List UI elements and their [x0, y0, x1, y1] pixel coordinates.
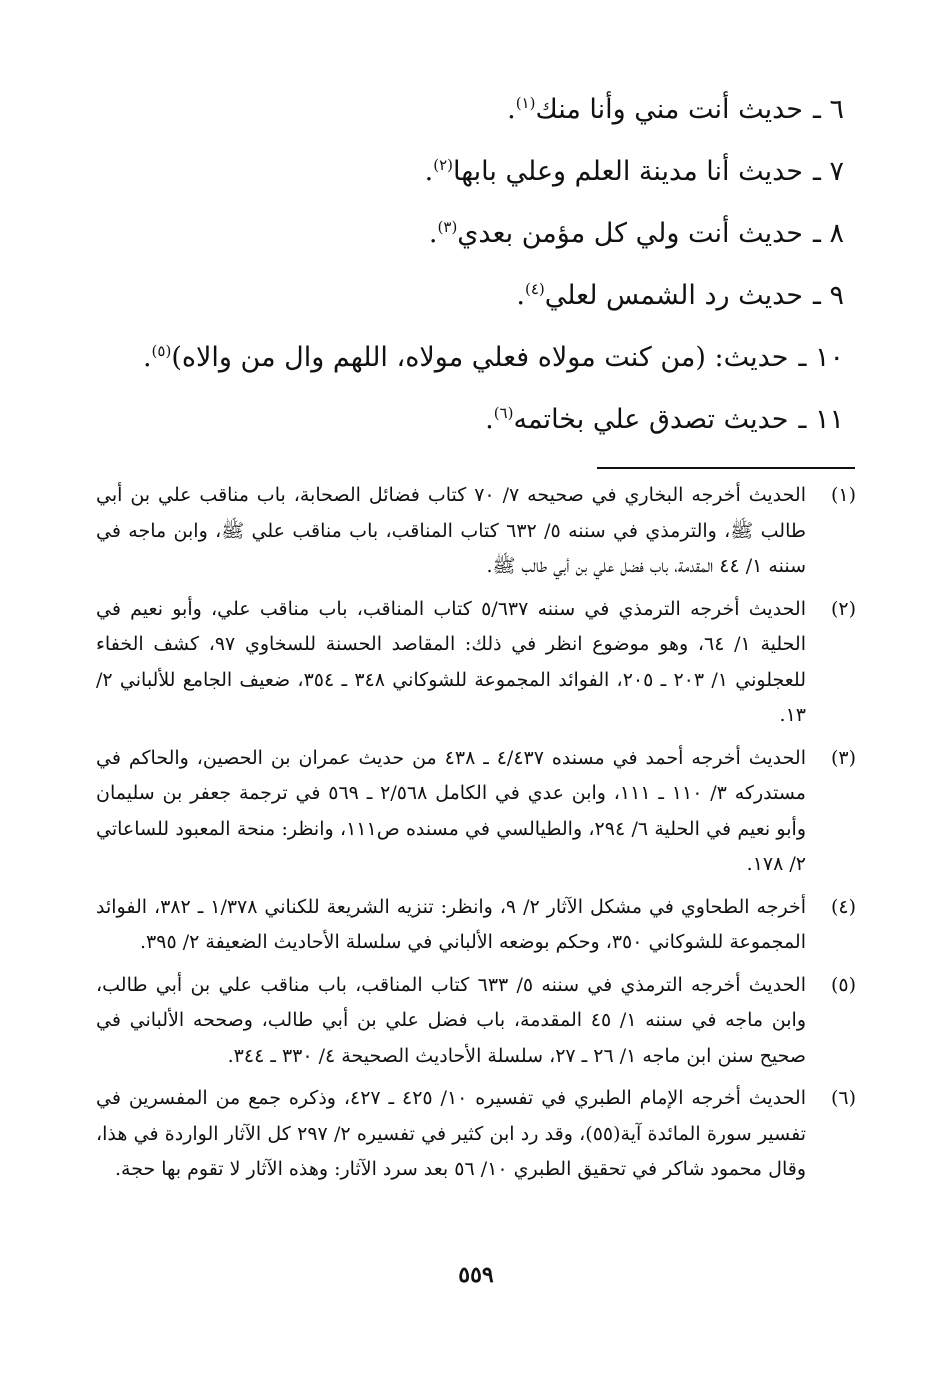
- footnote: [96, 968, 856, 1075]
- item-end: .: [516, 280, 525, 311]
- item-end: .: [142, 342, 152, 373]
- item-number: ١١ ـ: [798, 404, 844, 435]
- footnote-number: (١): [830, 484, 856, 506]
- hadith-list: [104, 85, 844, 457]
- footnote-text: الحديث أخرجه الإمام الطبري في تفسيره ١٠/ ٤٢٥ ـ ٤٢٧، وذكره جمع من المفسرين في تفسير سورة المائدة آية(٥٥)، وقد رد ابن كثير في تفسيره ٢/ ٢٩٧ كل الآثار الواردة في هذا، وقال محمود شاكر في تحقيق الطبري ١٠/ ٥٦ بعد سرد الآثار: وهذه الآثار لا تقوم بها حجة.: [96, 1087, 807, 1180]
- footnote-text: الحديث أخرجه الترمذي في سننه ٥/ ٦٣٣ كتاب المناقب، باب مناقب علي بن أبي طالب، وابن ماجه في سننه ١/ ٤٥ المقدمة، باب فضل علي بن أبي طالب، وصححه الألباني في صحيح سنن ابن ماجه ١/ ٢٦ ـ ٢٧، سلسلة الأحاديث الصحيحة ٤/ ٣٣٠ ـ ٣٤٤.: [96, 973, 806, 1067]
- item-text: حديث أنا مدينة العلم وعلي بابها: [452, 156, 803, 187]
- item-number: ١٠ ـ: [798, 342, 844, 373]
- footnote-number: (٣): [830, 746, 856, 769]
- footnote-text: الحديث أخرجه البخاري في صحيحه ٧/ ٧٠ كتاب فضائل الصحابة، باب مناقب علي بن أبي طالب ﷺ، والترمذي في سننه ٥/ ٦٣٢ كتاب المناقب، باب مناقب علي ﷺ، وابن ماجه في سننه ١/ ٤٤ المقدمة، باب فضل علي بن أبي طالب ﷺ.: [96, 484, 806, 577]
- list-item: [104, 85, 844, 147]
- item-text: حديث أنت ولي كل مؤمن بعدي: [457, 218, 803, 249]
- item-end: .: [424, 156, 434, 187]
- list-item: [104, 147, 844, 209]
- item-text: حديث رد الشمس لعلي: [544, 280, 803, 311]
- item-end: .: [485, 404, 494, 435]
- item-number: ٧ ـ: [812, 156, 844, 187]
- item-text: حديث أنت مني وأنا منك: [535, 94, 803, 125]
- item-number: ٦ ـ: [812, 94, 844, 125]
- list-item: [104, 333, 844, 395]
- footnote-ref: (١): [515, 94, 536, 112]
- list-item: [104, 271, 844, 333]
- list-item: [104, 209, 844, 271]
- footnote: [96, 592, 856, 734]
- footnote-ref: (٦): [493, 404, 514, 422]
- footnote-separator: [597, 467, 855, 469]
- footnote: [96, 890, 856, 961]
- item-number: ٩ ـ: [812, 280, 844, 311]
- item-end: .: [507, 94, 516, 125]
- item-text: حديث: (من كنت مولاه فعلي مولاه، اللهم وال من والاه): [171, 342, 789, 373]
- footnote-ref: (٣): [437, 218, 458, 236]
- item-text: حديث تصدق علي بخاتمه: [513, 404, 789, 435]
- footnote-number: (٦): [830, 1087, 856, 1109]
- footnote-ref: (٢): [433, 156, 453, 174]
- footnote-text: الحديث أخرجه أحمد في مسنده ٤/٤٣٧ ـ ٤٣٨ من حديث عمران بن الحصين، والحاكم في مستدركه ٣/ ١١٠ ـ ١١١، وابن عدي في الكامل ٢/٥٦٨ ـ ٥٦٩ في ترجمة جعفر بن سليمان وأبو نعيم في الحلية ٦/ ٢٩٤، والطيالسي في مسنده ص١١١، وانظر: منحة المعبود للساعاتي ٢/ ١٧٨.: [96, 746, 806, 875]
- page-number: ٥٥٩: [458, 1262, 494, 1288]
- footnote: [96, 741, 856, 883]
- footnote-text: أخرجه الطحاوي في مشكل الآثار ٢/ ٩، وانظر: تنزيه الشريعة للكناني ١/٣٧٨ ـ ٣٨٢، الفوائد المجموعة للشوكاني ٣٥٠، وحكم بوضعه الألباني في سلسلة الأحاديث الضعيفة ٢/ ٣٩٥.: [96, 895, 806, 953]
- footnote-ref: (٤): [524, 280, 545, 298]
- footnote: [96, 478, 856, 585]
- list-item: [104, 395, 844, 457]
- footnote-ref: (٥): [151, 342, 172, 360]
- footnote-number: (٥): [830, 973, 856, 996]
- footnote-number: (٢): [830, 597, 856, 620]
- item-number: ٨ ـ: [812, 218, 844, 249]
- footnote: [96, 1081, 856, 1188]
- footnote-number: (٤): [830, 895, 856, 918]
- item-end: .: [428, 218, 438, 249]
- footnote-text: الحديث أخرجه الترمذي في سننه ٥/٦٣٧ كتاب المناقب، باب مناقب علي، وأبو نعيم في الحلية ١/ ٦٤، وهو موضوع انظر في ذلك: المقاصد الحسنة للسخاوي ٩٧، كشف الخفاء للعجلوني ١/ ٢٠٣ ـ ٢٠٥، الفوائد المجموعة للشوكاني ٣٤٨ ـ ٣٥٤، ضعيف الجامع للألباني ٢/ ١٣.: [96, 597, 807, 726]
- footnotes: [96, 478, 856, 1195]
